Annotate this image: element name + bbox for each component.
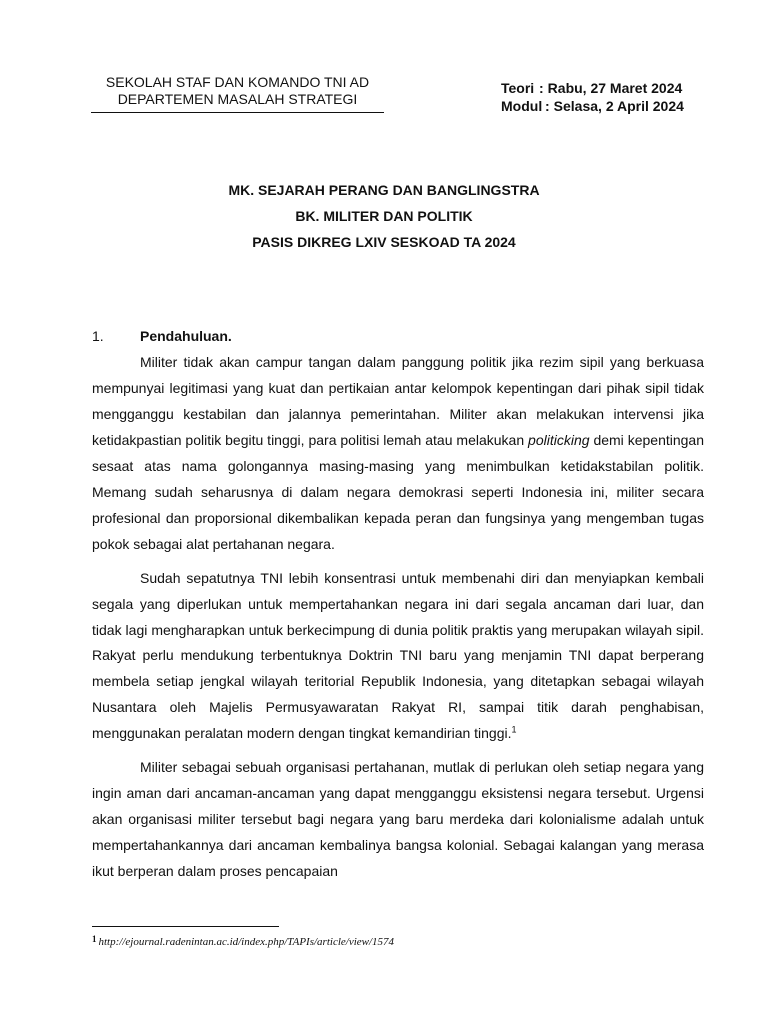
footnote-link[interactable]: http://ejournal.radenintan.ac.id/index.php/TAPIs/article/view/1574 — [98, 936, 395, 948]
footnote-divider — [92, 926, 279, 927]
section-title: Pendahuluan. — [140, 328, 232, 344]
teori-separator: : — [539, 80, 544, 96]
modul-row — [501, 97, 684, 115]
modul-label: Modul — [501, 98, 543, 114]
paragraph-3-text: Militer sebagai sebuah organisasi pertahanan, mutlak di perlukan oleh setiap negara yang ingin aman dari ancaman-ancaman yang dapat mengganggu eksistensi negara tersebut. Urgensi akan organisasi militer tersebut bagi negara yang baru merdeka dari kolonialisme adalah untuk mempertahankannya dari ancaman kembalinya bangsa kolonial. Sebagai kalangan yang merasa ikut berperan dalam proses pencapaian — [92, 759, 704, 880]
footnote-reference[interactable]: 1 — [511, 724, 517, 735]
department-name: DEPARTEMEN MASALAH STRATEGI — [117, 91, 358, 107]
section-heading — [92, 326, 232, 346]
course-title: MK. SEJARAH PERANG DAN BANGLINGSTRA — [228, 182, 540, 198]
institution-name: SEKOLAH STAF DAN KOMANDO TNI AD — [105, 74, 370, 90]
modul-separator: : — [545, 98, 550, 114]
paragraph-1-part-b: demi kepentingan sesaat atas nama golongannya masing-masing yang menimbulkan ketidakstabilan politik. Memang sudah seharusnya di dalam negara demokrasi seperti Indonesia ini, militer secara profesional dan proporsional dikembalikan kepada peran dan fungsinya yang mengemban tugas pokok sebagai alat pertahanan negara. — [92, 431, 704, 552]
teori-row — [501, 79, 684, 97]
section-number: 1. — [92, 328, 104, 344]
subject-title: BK. MILITER DAN POLITIK — [295, 208, 473, 224]
footnote — [92, 932, 394, 949]
institution-header — [91, 74, 384, 113]
document-title-block — [0, 181, 768, 259]
body-text — [92, 350, 704, 893]
teori-date: Rabu, 27 Maret 2024 — [547, 80, 683, 96]
paragraph-1-italic-term: politicking — [528, 431, 590, 448]
modul-date: Selasa, 2 April 2024 — [553, 98, 684, 114]
paragraph-2 — [92, 566, 704, 748]
paragraph-1-part-a: Militer tidak akan campur tangan dalam panggung politik jika rezim sipil yang berkuasa mempunyai legitimasi yang kuat dan pertikaian antar kelompok kepentingan dari pihak sipil tidak mengganggu kestabilan dan jalannya pemerintahan. Militer akan melakukan intervensi jika ketidakpastian politik begitu tinggi, para politisi lemah atau melakukan — [92, 354, 704, 448]
paragraph-3 — [92, 755, 704, 885]
paragraph-2-text: Sudah sepatutnya TNI lebih konsentrasi untuk membenahi diri dan menyiapkan kembali segala yang diperlukan untuk mempertahankan negara ini dari segala ancaman dari luar, dan tidak lagi mengharapkan untuk berkecimpung di dunia politik praktis yang merupakan wilayah sipil. Rakyat perlu mendukung terbentuknya Doktrin TNI baru yang menjamin TNI dapat berperang membela setiap jengkal wilayah teritorial Republik Indonesia, yang ditetapkan sebagai wilayah Nusantara oleh Majelis Permusyawaratan Rakyat RI, sampai titik darah penghabisan, menggunakan peralatan modern dengan tingkat kemandirian tinggi. — [92, 569, 704, 742]
paragraph-1 — [92, 350, 704, 558]
class-title: PASIS DIKREG LXIV SESKOAD TA 2024 — [252, 234, 516, 250]
footnote-marker: 1 — [92, 934, 97, 944]
teori-label: Teori — [501, 80, 535, 96]
schedule-block — [501, 79, 684, 115]
